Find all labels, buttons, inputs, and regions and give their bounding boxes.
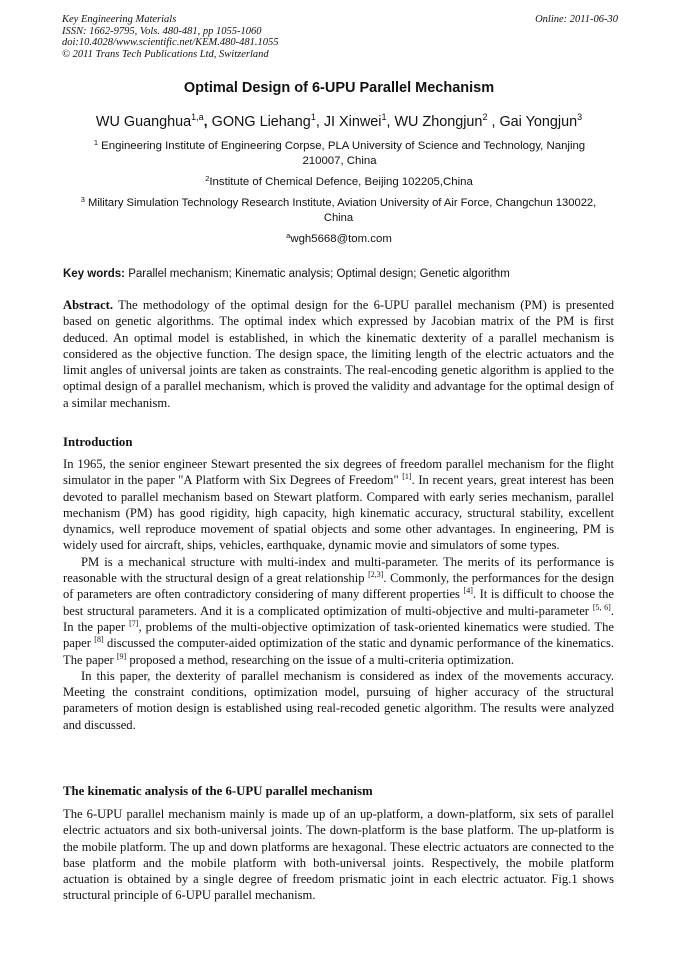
affiliation-2 <box>0 175 678 190</box>
keywords-label: Key words: <box>63 268 125 280</box>
keywords-text: Parallel mechanism; Kinematic analysis; Optimal design; Genetic algorithm <box>128 268 510 280</box>
abstract-label: Abstract. <box>63 298 114 312</box>
kinematic-heading: The kinematic analysis of the 6-UPU parallel mechanism <box>63 784 373 798</box>
journal-name: Key Engineering Materials <box>62 14 177 25</box>
citation: [4] <box>463 586 473 596</box>
affiliation-text: 210007, China <box>302 154 377 167</box>
paragraph: PM is a mechanical structure with multi-index and multi-parameter. The merits of its performance is reasonable with the structural design of a great relationship [2,3]. Commonly, the performances for the design of parameters are often contradictory considering of many different properties [4]. It is difficult to choose the best structural parameters. And it is a complicated optimization of multi-objective and multi-parameter [5, 6]. In the paper [7], problems of the multi-objective optimization of task-oriented kinematics were studied. The paper [8] discussed the computer-aided optimization of the static and dynamic performance of the kinematics. The paper [9] proposed a method, researching on the issue of a multi-criteria optimization. <box>63 554 615 667</box>
affiliation-1 <box>64 139 615 168</box>
citation: [1] <box>402 472 412 482</box>
journal-header <box>62 14 618 60</box>
online-date: Online: 2011-06-30 <box>535 14 618 25</box>
kinematic-body <box>63 806 614 904</box>
author-sup: 1 <box>310 112 316 122</box>
author-sup: 1 <box>381 112 387 122</box>
affiliation-text: China <box>323 211 354 224</box>
keywords <box>63 268 510 280</box>
author-sup: 3 <box>577 112 583 122</box>
email-text: wgh5668@tom.com <box>290 233 392 245</box>
author-sup: 2 <box>482 112 488 122</box>
author-name: Gai Yongjun <box>499 114 578 130</box>
affiliation-text: Engineering Institute of Engineering Corpse, PLA University of Science and Technology, Nanjing <box>101 140 586 152</box>
affiliation-text: Institute of Chemical Defence, Beijing 102205,China <box>209 176 473 188</box>
author-name: JI Xinwei <box>323 114 382 130</box>
affiliation-text: Military Simulation Technology Research Institute, Aviation University of Air Force, Changchun 130022, <box>88 197 597 209</box>
affiliation-3 <box>62 196 615 225</box>
introduction-heading: Introduction <box>63 435 133 449</box>
affiliation-sup: 3 <box>80 195 85 204</box>
doi-line: doi:10.4028/www.scientific.net/KEM.480-481.1055 <box>62 37 279 49</box>
issn-line: ISSN: 1662-9795, Vols. 480-481, pp 1055-1060 <box>62 25 262 37</box>
author-list: WU Guanghua$^{1,a}$, GONG Liehang$^1$, JI Xinwei$^1$, WU Zhongjun$^2$ , Gai Yongjun$^3$ <box>95 112 583 130</box>
abstract <box>63 297 614 411</box>
author-email <box>0 232 678 247</box>
paragraph: In 1965, the senior engineer Stewart presented the six degrees of freedom parallel mechanism for the flight simulator in the paper "A Platform with Six Degrees of Freedom" [1]. In recent years, great interest has been devoted to parallel mechanism based on Stewart platform. Compared with early series mechanism, parallel mechanism (PM) has good rigidity, high capacity, high kinematic accuracy, structural stability, excellent dynamics, well reproduce movement of spatial objects and some other advantages. In engineering, PM is widely used for aircraft, ships, vehicles, earthquake, dynamic movie and simulators of some types. <box>63 457 614 553</box>
affiliation-sup: 2 <box>205 174 210 183</box>
copyright-line: © 2011 Trans Tech Publications Ltd, Switzerland <box>62 48 269 60</box>
affiliation-sup: a <box>286 231 291 240</box>
affiliation-sup: 1 <box>93 138 98 147</box>
author-name: GONG Liehang <box>211 114 311 130</box>
citation: [9] <box>116 651 127 661</box>
citation: [2,3] <box>368 570 384 580</box>
citation: [5, 6] <box>592 602 611 612</box>
paragraph: In this paper, the dexterity of parallel mechanism is considered as index of the movements accuracy. Meeting the constraint conditions, optimization model, pursuing of higher accuracy of the structural parameters of motion design is established using real-recoded genetic algorithm. The results were analyzed and discussed. <box>63 668 614 732</box>
author-sup: 1,a <box>191 112 204 122</box>
citation: [7] <box>129 618 139 628</box>
paragraph: The 6-UPU parallel mechanism mainly is made up of an up-platform, a down-platform, six sets of parallel electric actuators and six both-universal joints. The down-platform is the base platform. The up-platform is the mobile platform. The up and down platforms are hexagonal. These electric actuators are connected to the base platform and the mobile platform with both-universal joints. Respectively, the mobile platform actuation is obtained by a single degree of freedom prismatic joint in each electric actuator. Fig.1 shows structural principle of 6-UPU parallel mechanism. <box>63 807 614 903</box>
abstract-text: The methodology of the optimal design for the 6-UPU parallel mechanism (PM) is presented based on genetic algorithms. The optimal index which expressed by Jacobian matrix of the PM is first deduced. An optimal model is established, in which the kinematic dexterity of a parallel mechanism is considered as the objective function. The design space, the limiting length of the electric actuators and the limit angles of universal joints are taken as constraints. The real-encoding genetic algorithm is applied to the optimal design of a parallel mechanism, which is proved the validity and advantage for the optimal design of a similar mechanism. <box>63 298 614 410</box>
paper-title: Optimal Design of 6-UPU Parallel Mechanism <box>183 80 495 96</box>
introduction-body <box>63 456 614 733</box>
author-name: WU Guanghua <box>95 114 192 130</box>
citation: [8] <box>94 635 104 645</box>
author-name: WU Zhongjun <box>394 114 483 130</box>
